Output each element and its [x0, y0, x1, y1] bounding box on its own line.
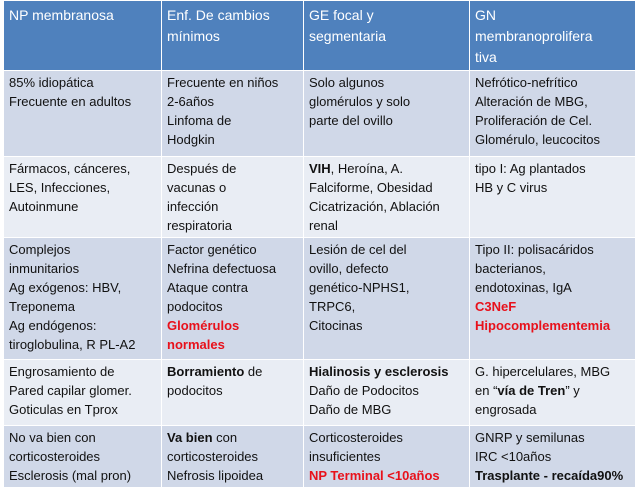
cell-line: Treponema: [9, 299, 75, 314]
cell: [162, 238, 304, 360]
cell-line: Solo algunos: [309, 75, 385, 90]
cell: [162, 426, 304, 488]
cell-line: Ataque contra: [167, 280, 248, 295]
table-row: [4, 238, 636, 360]
cell-line: Fármacos, cánceres,: [9, 161, 131, 176]
cell-line: Engrosamiento de: [9, 364, 115, 379]
bold-text: Va bien: [167, 430, 213, 445]
cell: [304, 238, 470, 360]
cell-line: 2-6años: [167, 94, 214, 109]
cell: [4, 426, 162, 488]
highlight-text: Glomérulos: [167, 318, 240, 333]
cell-line: [309, 159, 464, 178]
cell-line: Citocinas: [309, 318, 363, 333]
cell-text: en “: [475, 383, 498, 398]
header-line: NP membranosa: [9, 7, 114, 23]
cell-line: LES, Infecciones,: [9, 180, 111, 195]
cell-line: endotoxinas, IgA: [475, 280, 572, 295]
cell-line: Daño de Podocitos: [309, 383, 419, 398]
cell-line: vacunas o: [167, 180, 227, 195]
header-line: GE focal y: [309, 7, 374, 23]
cell-text: con: [212, 430, 238, 445]
bold-text: Borramiento: [167, 364, 245, 379]
cell-line: Tipo II: polisacáridos: [475, 242, 594, 257]
cell-line: IRC <10años: [475, 449, 552, 464]
cell-line: Proliferación de Cel.: [475, 113, 593, 128]
bold-text: vía de Tren: [497, 383, 566, 398]
cell-line: G. hipercelulares, MBG: [475, 364, 611, 379]
cell-line: corticosteroides: [167, 449, 259, 464]
cell-line: Esclerosis (mal pron): [9, 468, 132, 483]
comparison-table: [3, 0, 636, 488]
cell: [304, 426, 470, 488]
header-cambios-minimos: [162, 1, 304, 71]
cell-line: Cicatrización, Ablación: [309, 199, 440, 214]
cell-line: Ag exógenos: HBV,: [9, 280, 122, 295]
cell-line: Corticosteroides: [309, 430, 403, 445]
cell-line: Complejos: [9, 242, 71, 257]
cell: [304, 360, 470, 426]
cell-line: genético-NPHS1,: [309, 280, 410, 295]
cell-text: de: [244, 364, 263, 379]
cell: [304, 157, 470, 238]
highlight-text: NP Terminal <10años: [309, 468, 440, 483]
header-np-membranosa: [4, 1, 162, 71]
cell-line: podocitos: [167, 383, 223, 398]
vih-label: VIH: [309, 161, 331, 176]
cell-line: HB y C virus: [475, 180, 548, 195]
cell-line: Hodgkin: [167, 132, 215, 147]
cell-line: tipo I: Ag plantados: [475, 161, 586, 176]
cell-text: , Heroína, A.: [330, 161, 403, 176]
cell-line: [167, 428, 298, 447]
cell-line: Goticulas en Tprox: [9, 402, 118, 417]
cell: [4, 157, 162, 238]
cell-line: Alteración de MBG,: [475, 94, 588, 109]
cell: [162, 71, 304, 157]
highlight-text: Hipocomplementemia: [475, 318, 611, 333]
table-row: [4, 426, 636, 488]
cell-line: Frecuente en adultos: [9, 94, 132, 109]
cell: [162, 157, 304, 238]
cell-line: corticosteroides: [9, 449, 101, 464]
cell-line: 85% idiopática: [9, 75, 94, 90]
cell-line: insuficientes: [309, 449, 381, 464]
highlight-text: C3NeF: [475, 299, 517, 314]
header-line: segmentaria: [309, 28, 387, 44]
header-row: [4, 1, 636, 71]
header-line: GN: [475, 7, 496, 23]
cell-line: Nefrótico-nefrítico: [475, 75, 578, 90]
header-ge-focal: [304, 1, 470, 71]
cell-line: Factor genético: [167, 242, 257, 257]
cell-line: bacterianos,: [475, 261, 546, 276]
cell: [4, 360, 162, 426]
cell-line: Nefrosis lipoidea: [167, 468, 264, 483]
cell-line: infección: [167, 199, 219, 214]
cell-line: Ag endógenos:: [9, 318, 97, 333]
bold-text: Trasplante - recaída90%: [475, 468, 624, 483]
cell-line: Frecuente en niños: [167, 75, 279, 90]
header-line: Enf. De cambios: [167, 7, 270, 23]
cell: [470, 157, 636, 238]
cell-line: inmunitarios: [9, 261, 80, 276]
cell-line: Después de: [167, 161, 237, 176]
cell-line: Falciforme, Obesidad: [309, 180, 433, 195]
cell-line: Nefrina defectuosa: [167, 261, 277, 276]
cell: [470, 426, 636, 488]
cell: [470, 360, 636, 426]
header-line: mínimos: [167, 28, 220, 44]
cell-line: engrosada: [475, 402, 537, 417]
cell-line: TRPC6,: [309, 299, 356, 314]
cell-line: [475, 381, 630, 400]
header-line: membranoprolifera: [475, 28, 593, 44]
cell-line: glomérulos y solo: [309, 94, 411, 109]
cell: [470, 71, 636, 157]
cell-line: ovillo, defecto: [309, 261, 389, 276]
table-row: [4, 157, 636, 238]
highlight-text: normales: [167, 337, 225, 352]
header-line: tiva: [475, 49, 497, 65]
cell: [162, 360, 304, 426]
table-row: [4, 71, 636, 157]
cell: [304, 71, 470, 157]
cell-line: parte del ovillo: [309, 113, 393, 128]
cell: [4, 238, 162, 360]
table-row: [4, 360, 636, 426]
cell-line: respiratoria: [167, 218, 233, 233]
cell-line: Glomérulo, leucocitos: [475, 132, 600, 147]
cell-text: ” y: [565, 383, 580, 398]
cell: [470, 238, 636, 360]
cell-line: Lesión de cel del: [309, 242, 407, 257]
bold-text: Hialinosis y esclerosis: [309, 364, 449, 379]
header-gn-membranoproliferativa: [470, 1, 636, 71]
cell-line: renal: [309, 218, 338, 233]
cell-line: Linfoma de: [167, 113, 232, 128]
cell-line: podocitos: [167, 299, 223, 314]
cell-line: No va bien con: [9, 430, 96, 445]
cell-line: Autoinmune: [9, 199, 79, 214]
cell-line: Pared capilar glomer.: [9, 383, 132, 398]
cell-line: tiroglobulina, R PL-A2: [9, 337, 136, 352]
cell-line: [167, 362, 298, 381]
cell-line: GNRP y semilunas: [475, 430, 585, 445]
cell-line: Daño de MBG: [309, 402, 392, 417]
cell: [4, 71, 162, 157]
